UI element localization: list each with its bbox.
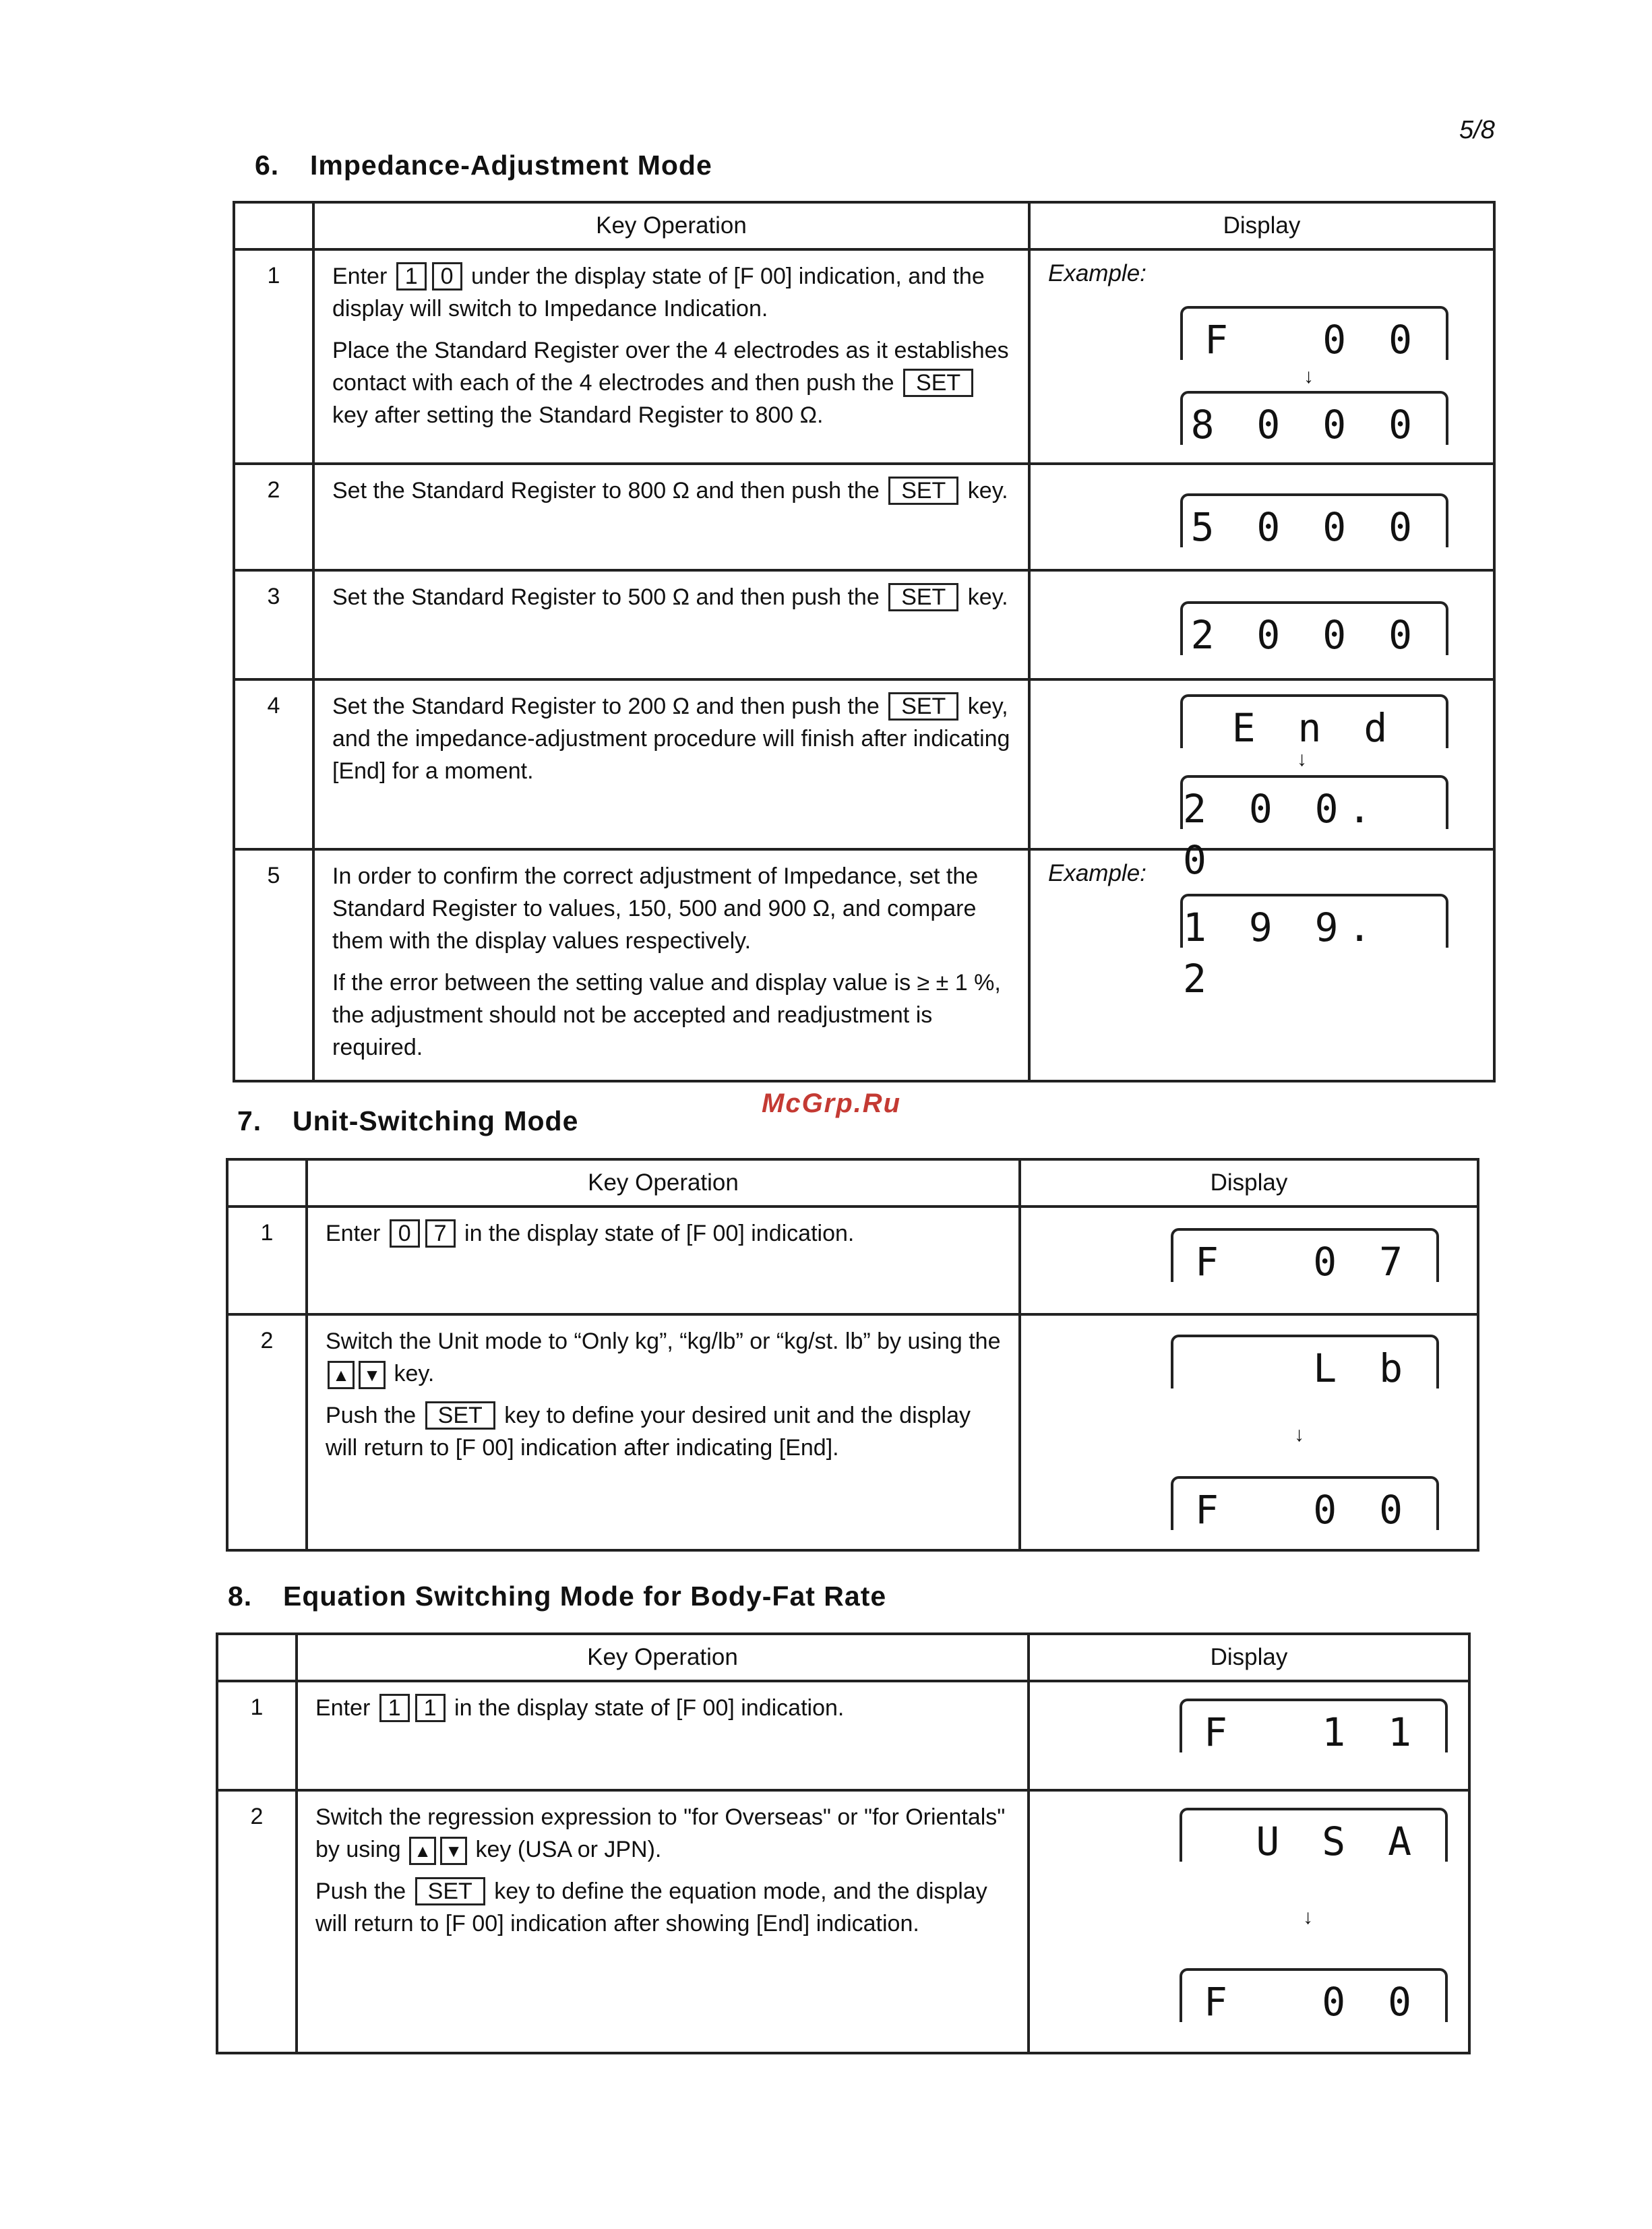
display-cell (1029, 249, 1494, 464)
down-arrow-key-icon: ▼ (440, 1837, 467, 1865)
instruction-text: If the error between the setting value and display value is ≥ ± 1 %, the adjustment should not be accepted and readjustment is required. (332, 970, 1001, 1060)
step-instruction (313, 464, 1029, 570)
lcd-display (1171, 1335, 1439, 1391)
instruction-text: Enter (326, 1221, 381, 1246)
instruction-text: in the display state of [F 00] indication. (454, 1695, 845, 1721)
header-display: Display (1029, 202, 1494, 249)
table-row (234, 849, 1494, 1081)
lcd-display (1180, 1808, 1448, 1862)
step-instruction (297, 1681, 1029, 1790)
lcd-text: U S A (1256, 1819, 1421, 1864)
lcd-text: E n d (1231, 705, 1397, 751)
instruction-text: Switch the regression expression to "for Overseas" or "for Orientals" by using (315, 1804, 1006, 1862)
table-header-row (217, 1634, 1469, 1681)
table-unit-switching (226, 1158, 1479, 1552)
step-number: 5 (234, 849, 313, 1081)
table-row (227, 1314, 1478, 1550)
lcd-text: 1 9 9. 2 (1183, 905, 1381, 1002)
table-equation-switching (216, 1632, 1471, 2054)
step-instruction (297, 1790, 1029, 2053)
step-instruction (313, 679, 1029, 849)
lcd-display (1180, 894, 1448, 1002)
table-row (217, 1681, 1469, 1790)
header-step (217, 1634, 297, 1681)
instruction-text: Enter (332, 264, 388, 289)
step-number: 2 (227, 1314, 307, 1550)
instruction-text: key to define your desired unit and the display will return to [F 00] indication after indicating [End]. (326, 1403, 971, 1461)
watermark: McGrp.Ru (762, 1089, 902, 1118)
instruction-text: Push the (315, 1879, 406, 1904)
step-number: 3 (234, 570, 313, 679)
key-0: 0 (432, 262, 462, 291)
lcd-text: 5 0 0 0 (1190, 504, 1421, 550)
table-row (234, 249, 1494, 464)
display-cell (1020, 1207, 1478, 1314)
lcd-display (1180, 1968, 1448, 2025)
section-6-title (255, 150, 712, 181)
key-set: SET (415, 1877, 485, 1905)
lcd-text: F (1195, 1487, 1219, 1533)
lcd-display (1180, 306, 1448, 363)
key-set: SET (888, 692, 958, 721)
table-row (217, 1790, 1469, 2053)
step-instruction (307, 1314, 1020, 1550)
table-row (234, 570, 1494, 679)
lcd-text: 1 1 (1322, 1709, 1421, 1755)
up-arrow-key-icon: ▲ (409, 1837, 436, 1865)
table-header-row (234, 202, 1494, 249)
instruction-text: In order to confirm the correct adjustment of Impedance, set the Standard Register to values, 150, 500 and 900 Ω, and compare them with the display values respectively. (332, 863, 979, 954)
lcd-text: 0 0 (1313, 1487, 1412, 1533)
page-number: 5/8 (1459, 116, 1495, 144)
section-8-heading: Equation Switching Mode for Body-Fat Rate (283, 1581, 887, 1612)
down-arrow-icon: ↓ (1294, 1424, 1304, 1446)
instruction-text: key. (394, 1361, 435, 1386)
instruction-text: Set the Standard Register to 200 Ω and then push the (332, 694, 880, 719)
header-key-operation: Key Operation (313, 202, 1029, 249)
table-row (234, 679, 1494, 849)
key-7: 7 (425, 1219, 456, 1248)
header-display: Display (1020, 1159, 1478, 1207)
key-1: 1 (379, 1694, 410, 1722)
key-set: SET (425, 1401, 495, 1430)
lcd-display (1171, 1476, 1439, 1533)
step-instruction (307, 1207, 1020, 1314)
header-step (234, 202, 313, 249)
section-7-heading: Unit-Switching Mode (293, 1105, 579, 1136)
lcd-text: F (1195, 1239, 1219, 1285)
lcd-display (1180, 391, 1448, 448)
up-arrow-key-icon: ▲ (328, 1361, 355, 1389)
step-instruction (313, 249, 1029, 464)
lcd-text: 0 0 (1322, 317, 1421, 363)
step-number: 1 (227, 1207, 307, 1314)
display-cell (1029, 1681, 1469, 1790)
lcd-text: F (1204, 317, 1228, 363)
step-number: 2 (217, 1790, 297, 2053)
key-0: 0 (390, 1219, 420, 1248)
section-8-title (228, 1581, 886, 1612)
section-7-title (237, 1105, 578, 1137)
display-cell (1029, 849, 1494, 1081)
display-cell (1029, 1790, 1469, 2053)
section-7-number: 7. (237, 1105, 262, 1136)
instruction-text: Set the Standard Register to 500 Ω and then push the (332, 584, 880, 610)
lcd-display (1180, 1699, 1448, 1755)
lcd-text: 2 0 0 0 (1190, 612, 1421, 658)
instruction-text: Set the Standard Register to 800 Ω and then push the (332, 478, 880, 503)
lcd-display (1171, 1228, 1439, 1285)
section-8-number: 8. (228, 1581, 253, 1612)
lcd-text: F (1204, 1709, 1227, 1755)
lcd-text: 0 0 (1322, 1979, 1421, 2025)
display-cell (1029, 570, 1494, 679)
table-row (227, 1207, 1478, 1314)
instruction-text: key, and the impedance-adjustment procedure will finish after indicating [End] for a moment. (332, 694, 1010, 784)
section-6-heading: Impedance-Adjustment Mode (310, 150, 712, 181)
lcd-display (1180, 775, 1448, 883)
instruction-text: key. (967, 478, 1008, 503)
key-1: 1 (415, 1694, 446, 1722)
step-number: 4 (234, 679, 313, 849)
example-label: Example: (1048, 860, 1146, 886)
instruction-text: key after setting the Standard Register to 800 Ω. (332, 402, 824, 428)
down-arrow-key-icon: ▼ (359, 1361, 386, 1389)
key-1: 1 (396, 262, 427, 291)
header-step (227, 1159, 307, 1207)
instruction-text: under the display state of [F 00] indication, and the display will switch to Impedance Indication. (332, 264, 985, 322)
key-set: SET (888, 477, 958, 505)
table-impedance-adjustment (233, 201, 1496, 1082)
example-label: Example: (1048, 260, 1146, 286)
lcd-display (1180, 601, 1448, 658)
down-arrow-icon: ↓ (1297, 748, 1307, 770)
display-cell (1020, 1314, 1478, 1550)
lcd-text: L b (1313, 1345, 1412, 1391)
step-instruction (313, 570, 1029, 679)
down-arrow-icon: ↓ (1304, 365, 1314, 388)
down-arrow-icon: ↓ (1303, 1906, 1313, 1928)
lcd-text: 0 7 (1313, 1239, 1412, 1285)
instruction-text: Switch the Unit mode to “Only kg”, “kg/lb” or “kg/st. lb” by using the (326, 1329, 1001, 1354)
key-set: SET (888, 583, 958, 611)
header-key-operation: Key Operation (297, 1634, 1029, 1681)
instruction-text: Push the (326, 1403, 417, 1428)
lcd-text: F (1204, 1979, 1227, 2025)
lcd-text: 2 0 0. 0 (1183, 786, 1381, 883)
instruction-text: Enter (315, 1695, 371, 1721)
step-number: 2 (234, 464, 313, 570)
step-number: 1 (217, 1681, 297, 1790)
instruction-text: key. (967, 584, 1008, 610)
display-cell (1029, 464, 1494, 570)
header-display: Display (1029, 1634, 1469, 1681)
instruction-text: Place the Standard Register over the 4 electrodes as it establishes contact with each of the 4 electrodes and then push the (332, 338, 1009, 396)
instruction-text: key to define the equation mode, and the display will return to [F 00] indication after showing [End] indication. (315, 1879, 987, 1936)
instruction-text: key (USA or JPN). (475, 1837, 662, 1862)
instruction-text: in the display state of [F 00] indication. (464, 1221, 855, 1246)
lcd-display (1180, 694, 1448, 751)
step-instruction (313, 849, 1029, 1081)
table-header-row (227, 1159, 1478, 1207)
lcd-text: 8 0 0 0 (1190, 402, 1421, 448)
header-key-operation: Key Operation (307, 1159, 1020, 1207)
table-row (234, 464, 1494, 570)
section-6-number: 6. (255, 150, 280, 181)
lcd-display (1180, 493, 1448, 550)
key-set: SET (903, 369, 973, 397)
step-number: 1 (234, 249, 313, 464)
